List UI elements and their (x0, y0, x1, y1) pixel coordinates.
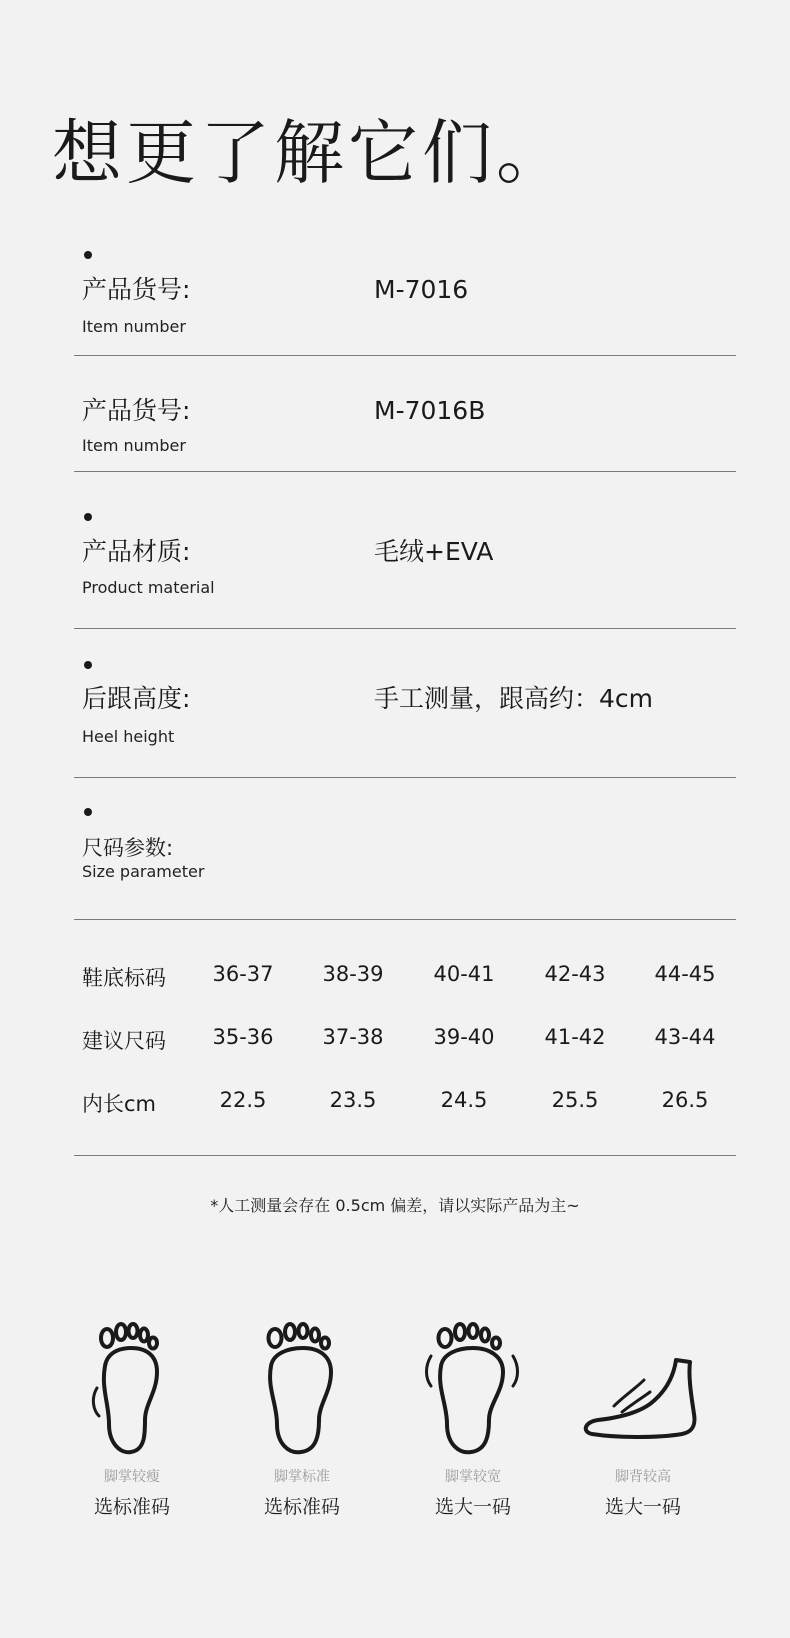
size-cell: 36-37 (212, 962, 274, 986)
spec-value-heel-height: 手工测量，跟高约：4cm (374, 684, 654, 713)
spec-label-en-item-number: Item number (82, 317, 186, 336)
foot-tip-high-instep (578, 1316, 708, 1519)
foot-tip-sub: 脚背较高 (615, 1469, 671, 1485)
divider (74, 777, 736, 778)
size-cell: 24.5 (440, 1088, 488, 1112)
wide-foot-icon (423, 1316, 523, 1456)
bullet-dot (84, 251, 92, 259)
divider (74, 355, 736, 356)
spec-value-item-number-2: M-7016B (374, 396, 486, 425)
divider (74, 1155, 736, 1156)
size-row-sole-size (82, 962, 732, 992)
size-row-label: 内长cm (82, 1092, 157, 1116)
size-cell: 38-39 (322, 962, 384, 986)
foot-tip-main: 选大一码 (434, 1496, 511, 1518)
spec-label-material: 产品材质: (82, 537, 191, 566)
size-cell: 25.5 (551, 1088, 599, 1112)
foot-tip-main: 选标准码 (93, 1496, 170, 1518)
measurement-note: *人工测量会存在 0.5cm 偏差，请以实际产品为主~ (210, 1196, 580, 1215)
bullet-dot (84, 661, 92, 669)
foot-tip-thin (67, 1316, 197, 1519)
spec-label-en-size-parameter: Size parameter (82, 862, 205, 881)
size-row-recommended (82, 1025, 732, 1055)
foot-tip-standard (237, 1316, 367, 1519)
spec-label-item-number-2: 产品货号: (82, 396, 191, 425)
size-cell: 35-36 (212, 1025, 274, 1049)
size-cell: 26.5 (661, 1088, 709, 1112)
page-title: 想更了解它们。 (52, 112, 570, 194)
high-instep-foot-icon (578, 1316, 708, 1456)
spec-label-en-item-number-2: Item number (82, 436, 186, 455)
size-cell: 42-43 (544, 962, 606, 986)
size-cell: 22.5 (219, 1088, 267, 1112)
size-row-inner-length (82, 1088, 732, 1118)
size-cell: 40-41 (433, 962, 495, 986)
size-cell: 37-38 (322, 1025, 384, 1049)
size-cell: 43-44 (654, 1025, 716, 1049)
spec-label-item-number: 产品货号: (82, 275, 191, 304)
size-row-label: 建议尺码 (82, 1029, 166, 1053)
divider (74, 471, 736, 472)
spec-label-en-material: Product material (82, 578, 215, 597)
size-cell: 41-42 (544, 1025, 606, 1049)
spec-label-en-heel-height: Heel height (82, 727, 175, 746)
foot-tip-main: 选标准码 (263, 1496, 340, 1518)
standard-foot-icon (257, 1316, 347, 1456)
size-cell: 44-45 (654, 962, 716, 986)
divider (74, 919, 736, 920)
divider (74, 628, 736, 629)
foot-tip-sub: 脚掌较宽 (445, 1469, 501, 1485)
thin-foot-icon (87, 1316, 177, 1456)
bullet-dot (84, 513, 92, 521)
bullet-dot (84, 808, 92, 816)
size-cell: 39-40 (433, 1025, 495, 1049)
foot-tip-sub: 脚掌较瘦 (104, 1469, 160, 1485)
spec-value-material: 毛绒+EVA (374, 537, 494, 566)
size-cell: 23.5 (329, 1088, 377, 1112)
spec-label-size-parameter: 尺码参数: (82, 836, 174, 860)
spec-label-heel-height: 后跟高度: (82, 684, 191, 713)
spec-value-item-number: M-7016 (374, 275, 469, 304)
foot-tip-main: 选大一码 (604, 1496, 681, 1518)
foot-tip-sub: 脚掌标准 (274, 1469, 330, 1485)
size-row-label: 鞋底标码 (82, 966, 166, 990)
foot-tip-wide (408, 1316, 538, 1519)
